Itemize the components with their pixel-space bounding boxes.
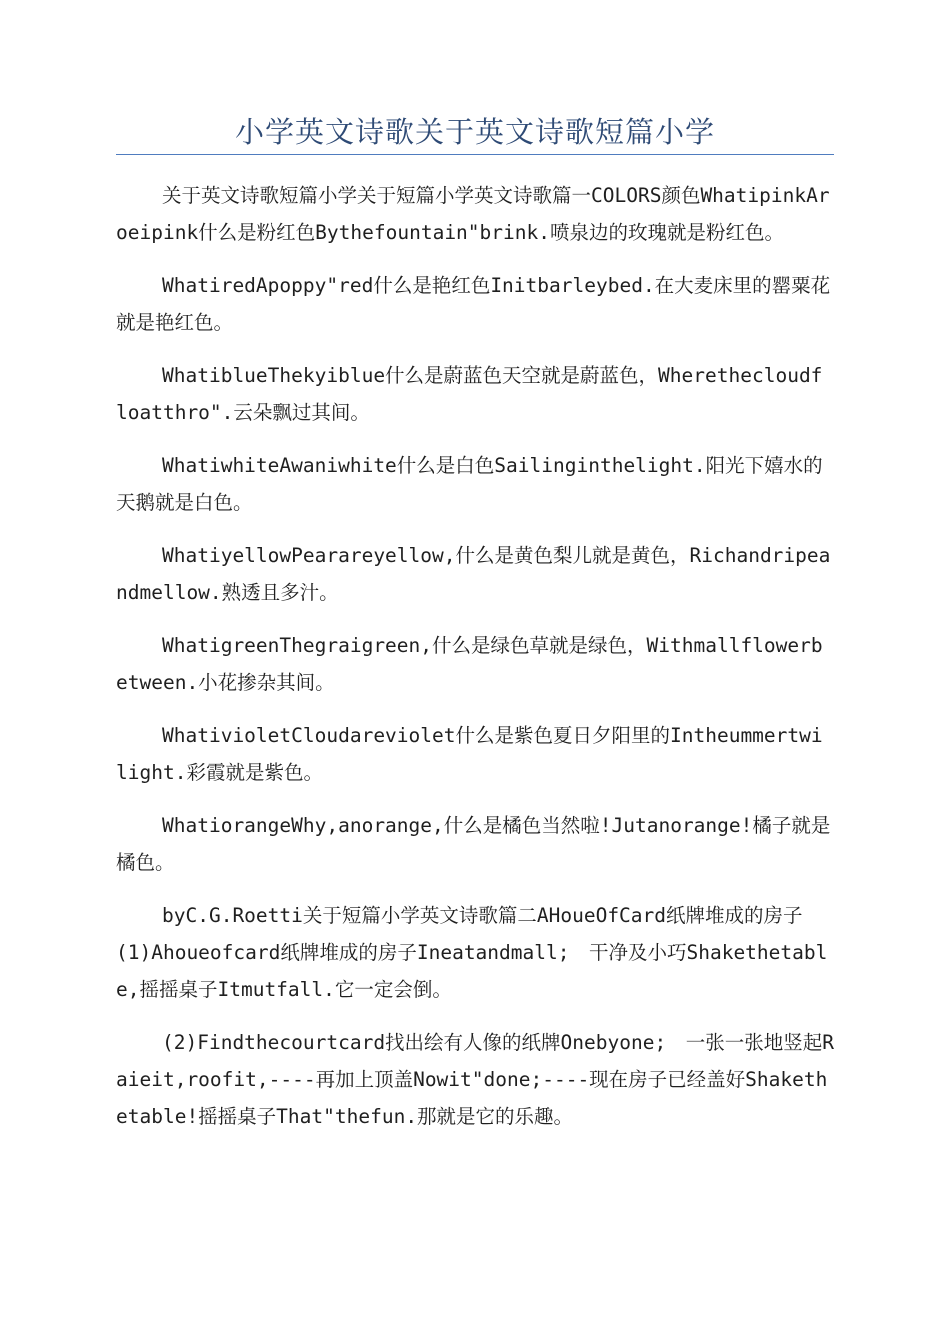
paragraph-orange: WhatiorangeWhy,anorange,什么是橘色当然啦!Jutanorange!橘子就是橘色。 <box>116 814 831 874</box>
paragraph-house-of-cards-2: (2)Findthecourtcard找出绘有人像的纸牌Onebyone; 一张一张地竖起Raieit,roofit,----再加上顶盖Nowit"done;----现在房子已经盖好Shakethetable!摇摇桌子That"thefun.那就是它的乐趣。 <box>116 1031 834 1128</box>
paragraph-blue: WhatiblueThekyiblue什么是蔚蓝色天空就是蔚蓝色，Wherethecloudfloatthro".云朵飘过其间。 <box>116 364 823 424</box>
paragraph-red: WhatiredApoppy"red什么是艳红色Initbarleybed.在大麦床里的罂粟花就是艳红色。 <box>116 274 831 334</box>
paragraph-yellow: WhatiyellowPearareyellow,什么是黄色梨儿就是黄色，Richandripeandmellow.熟透且多汁。 <box>116 544 831 604</box>
paragraph-house-of-cards-1: byC.G.Roetti关于短篇小学英文诗歌篇二AHoueOfCard纸牌堆成的房子(1)Ahoueofcard纸牌堆成的房子Ineatandmall; 干净及小巧Shakethetable,摇摇桌子Itmutfall.它一定会倒。 <box>116 904 828 1001</box>
title-underline <box>116 154 834 155</box>
document-title: 小学英文诗歌关于英文诗歌短篇小学 <box>234 115 715 149</box>
paragraph-colors-intro: 关于英文诗歌短篇小学关于短篇小学英文诗歌篇一COLORS颜色WhatipinkAroeipink什么是粉红色Bythefountain"brink.喷泉边的玫瑰就是粉红色。 <box>116 184 830 244</box>
paragraph-green: WhatigreenThegraigreen,什么是绿色草就是绿色，Withmallflowerbetween.小花掺杂其间。 <box>116 634 823 694</box>
paragraph-violet: WhativioletCloudareviolet什么是紫色夏日夕阳里的Intheummertwilight.彩霞就是紫色。 <box>116 724 823 784</box>
paragraph-white: WhatiwhiteAwaniwhite什么是白色Sailinginthelight.阳光下嬉水的天鹅就是白色。 <box>116 454 823 514</box>
document-body <box>116 177 834 1151</box>
